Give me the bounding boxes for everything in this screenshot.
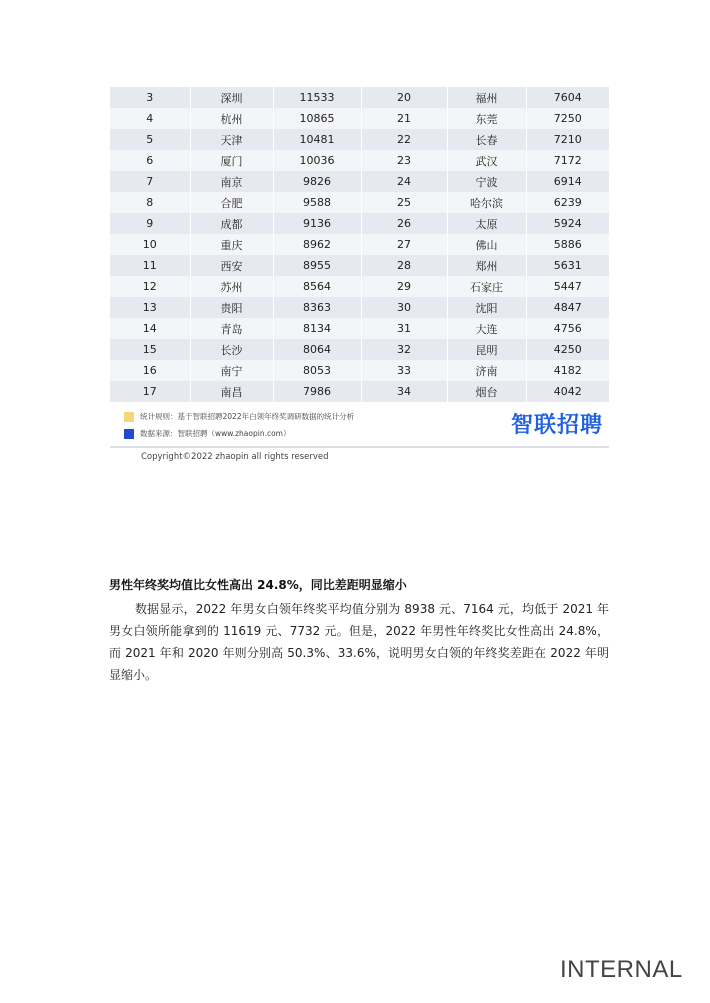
table-cell: 33 [361,360,447,381]
table-cell: 哈尔滨 [447,192,526,213]
table-cell: 7986 [273,381,361,402]
table-cell: 大连 [447,318,526,339]
table-cell: 11 [110,255,190,276]
city-bonus-table [110,87,609,402]
yellow-square-icon [124,412,134,422]
table-cell: 31 [361,318,447,339]
table-cell: 29 [361,276,447,297]
table-row [110,171,609,192]
table-row [110,339,609,360]
table-cell: 长春 [447,129,526,150]
table-cell: 5886 [526,234,609,255]
table-cell: 5631 [526,255,609,276]
table-row [110,108,609,129]
table-cell: 24 [361,171,447,192]
table-cell: 5 [110,129,190,150]
table-cell: 7250 [526,108,609,129]
table-cell: 3 [110,87,190,108]
table-cell: 深圳 [190,87,273,108]
table-cell: 28 [361,255,447,276]
table-cell: 重庆 [190,234,273,255]
table-cell: 9 [110,213,190,234]
table-row [110,213,609,234]
legend-rule-text: 统计规则：基于智联招聘2022年白领年终奖调研数据的统计分析 [140,412,355,421]
table-cell: 27 [361,234,447,255]
table-row [110,381,609,402]
table-cell: 14 [110,318,190,339]
blue-square-icon [124,429,134,439]
table-cell: 10865 [273,108,361,129]
table-cell: 23 [361,150,447,171]
table-cell: 成都 [190,213,273,234]
table-cell: 6239 [526,192,609,213]
table-cell: 东莞 [447,108,526,129]
legend-source-text: 数据来源：智联招聘（www.zhaopin.com） [140,429,291,438]
legend-source [124,428,290,439]
table-cell: 17 [110,381,190,402]
table-cell: 4756 [526,318,609,339]
legend-rule [124,411,354,422]
table-cell: 10036 [273,150,361,171]
table-cell: 西安 [190,255,273,276]
table-cell: 34 [361,381,447,402]
table-cell: 8363 [273,297,361,318]
table-row [110,87,609,108]
table-cell: 15 [110,339,190,360]
table-cell: 9826 [273,171,361,192]
table-cell: 10 [110,234,190,255]
table-row [110,129,609,150]
table-row [110,318,609,339]
table-cell: 8064 [273,339,361,360]
table-cell: 宁波 [447,171,526,192]
table-cell: 7604 [526,87,609,108]
table-cell: 13 [110,297,190,318]
table-cell: 郑州 [447,255,526,276]
table-cell: 长沙 [190,339,273,360]
table-cell: 南昌 [190,381,273,402]
table-cell: 6 [110,150,190,171]
zhaopin-logo: 智联招聘 [510,413,603,438]
section-heading: 男性年终奖均值比女性高出 24.8%，同比差距明显缩小 [109,578,407,592]
table-cell: 10481 [273,129,361,150]
table-cell: 沈阳 [447,297,526,318]
table-cell: 4 [110,108,190,129]
table-cell: 12 [110,276,190,297]
table-cell: 7 [110,171,190,192]
table-cell: 8053 [273,360,361,381]
table-cell: 8962 [273,234,361,255]
table-cell: 厦门 [190,150,273,171]
table-cell: 青岛 [190,318,273,339]
table-row [110,192,609,213]
table-cell: 济南 [447,360,526,381]
table-row [110,150,609,171]
copyright-text: Copyright©2022 zhaopin all rights reserved [141,452,329,462]
internal-watermark: INTERNAL [560,956,683,983]
table-row [110,234,609,255]
table-cell: 11533 [273,87,361,108]
table-row [110,297,609,318]
table-cell: 福州 [447,87,526,108]
table-cell: 4042 [526,381,609,402]
table-cell: 南京 [190,171,273,192]
table-cell: 22 [361,129,447,150]
table-cell: 9588 [273,192,361,213]
table-cell: 天津 [190,129,273,150]
table-cell: 石家庄 [447,276,526,297]
table-cell: 贵阳 [190,297,273,318]
table-cell: 5447 [526,276,609,297]
table-cell: 25 [361,192,447,213]
table-cell: 7210 [526,129,609,150]
table-cell: 4182 [526,360,609,381]
table-cell: 21 [361,108,447,129]
table-cell: 8955 [273,255,361,276]
table-cell: 9136 [273,213,361,234]
section-paragraph: 数据显示，2022 年男女白领年终奖平均值分别为 8938 元、7164 元，均低于 2021 年男女白领所能拿到的 11619 元、7732 元。但是，2022 年男性年终奖比女性高出 24.8%，而 2021 年和 2020 年则分别高 50.3%、33.6%，说明男女白领的年终奖差距在 2022 年明显缩小。 [109,602,609,682]
table-cell: 26 [361,213,447,234]
table-row [110,360,609,381]
table-cell: 太原 [447,213,526,234]
ranking-table [110,87,609,402]
table-cell: 8 [110,192,190,213]
table-cell: 7172 [526,150,609,171]
table-cell: 6914 [526,171,609,192]
table-cell: 合肥 [190,192,273,213]
table-cell: 4250 [526,339,609,360]
table-cell: 8134 [273,318,361,339]
table-body [110,87,609,402]
table-cell: 烟台 [447,381,526,402]
table-cell: 武汉 [447,150,526,171]
table-cell: 8564 [273,276,361,297]
table-cell: 20 [361,87,447,108]
table-cell: 南宁 [190,360,273,381]
table-cell: 16 [110,360,190,381]
table-cell: 昆明 [447,339,526,360]
table-row [110,255,609,276]
table-cell: 32 [361,339,447,360]
table-cell: 佛山 [447,234,526,255]
table-footer [110,402,609,448]
table-cell: 5924 [526,213,609,234]
table-cell: 30 [361,297,447,318]
table-row [110,276,609,297]
table-cell: 4847 [526,297,609,318]
table-cell: 杭州 [190,108,273,129]
table-cell: 苏州 [190,276,273,297]
